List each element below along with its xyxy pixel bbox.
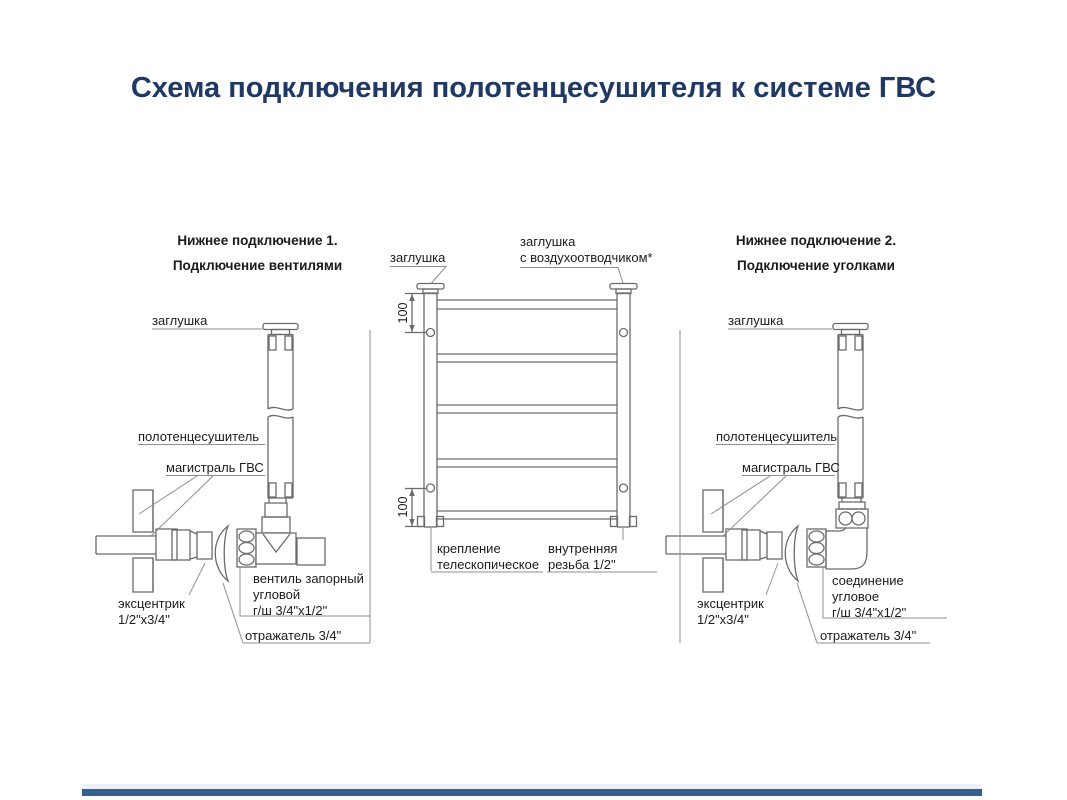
left-eccentric-label-line1: эксцентрик — [118, 596, 185, 611]
page-title: Схема подключения полотенцесушителя к системе ГВС — [130, 72, 937, 104]
wall — [133, 490, 153, 592]
elbow-label-line3: г/ш 3/4"x1/2" — [832, 605, 907, 620]
reflector — [785, 526, 798, 581]
center-plug-label: заглушка — [390, 250, 446, 265]
right-hws-main-label: магистраль ГВС — [742, 460, 840, 475]
left-heading-line1: Нижнее подключение 1. — [177, 233, 338, 248]
left-hws-main-label: магистраль ГВС — [166, 460, 264, 475]
union-nut — [237, 529, 256, 567]
center-cap-left — [417, 284, 444, 294]
elbow-label-line2: угловое — [832, 589, 880, 604]
footer-bar — [82, 789, 982, 796]
dimension-bottom-value: 100 — [396, 496, 410, 518]
rungs — [437, 300, 617, 519]
mount-hole — [427, 484, 435, 492]
right-reflector-label: отражатель 3/4" — [820, 628, 917, 643]
mount-hole — [620, 329, 628, 337]
reflector — [215, 526, 228, 581]
right-eccentric-label-line2: 1/2"x3/4" — [697, 612, 749, 627]
center-towel-rail-drawing — [390, 267, 657, 573]
angle-valve — [256, 498, 325, 565]
left-towel-rail-label: полотенцесушитель — [138, 429, 260, 444]
left-reflector-label: отражатель 3/4" — [245, 628, 342, 643]
valve-label-line3: г/ш 3/4"x1/2" — [253, 603, 328, 618]
valve-handle — [297, 538, 325, 565]
mount-label-line1: крепление — [437, 541, 501, 556]
elbow-label-line1: соединение — [832, 573, 904, 588]
wall — [703, 490, 723, 592]
mount-label-line2: телескопическое — [437, 557, 540, 572]
hws-main-pipe — [666, 529, 747, 560]
eccentric — [742, 530, 782, 560]
right-towel-rail-label: полотенцесушитель — [716, 429, 838, 444]
eccentric — [172, 530, 212, 560]
elbow-connection — [826, 498, 868, 569]
thread-label-line1: внутренняя — [548, 541, 618, 556]
air-vent-plug-label-line2: с воздухоотводчиком* — [520, 250, 653, 265]
hws-main-pipe — [96, 529, 177, 560]
mount-hole — [620, 484, 628, 492]
dimension-top-value: 100 — [396, 302, 410, 324]
right-heading-line2: Подключение уголками — [737, 258, 895, 273]
left-plug-label: заглушка — [152, 313, 208, 328]
air-vent-plug-label-line1: заглушка — [520, 234, 576, 249]
union-nut — [807, 529, 826, 567]
right-plug-label: заглушка — [728, 313, 784, 328]
thread-label-line2: резьба 1/2" — [548, 557, 616, 572]
left-eccentric-label-line2: 1/2"x3/4" — [118, 612, 170, 627]
right-eccentric-label-line1: эксцентрик — [697, 596, 764, 611]
left-heading-line2: Подключение вентилями — [172, 258, 343, 273]
mount-hole — [427, 329, 435, 337]
towel-rail-post — [263, 324, 298, 499]
valve-label-line1: вентиль запорный — [253, 571, 364, 586]
valve-label-line2: угловой — [253, 587, 301, 602]
right-heading-line1: Нижнее подключение 2. — [735, 233, 897, 248]
center-cap-right — [610, 284, 637, 294]
